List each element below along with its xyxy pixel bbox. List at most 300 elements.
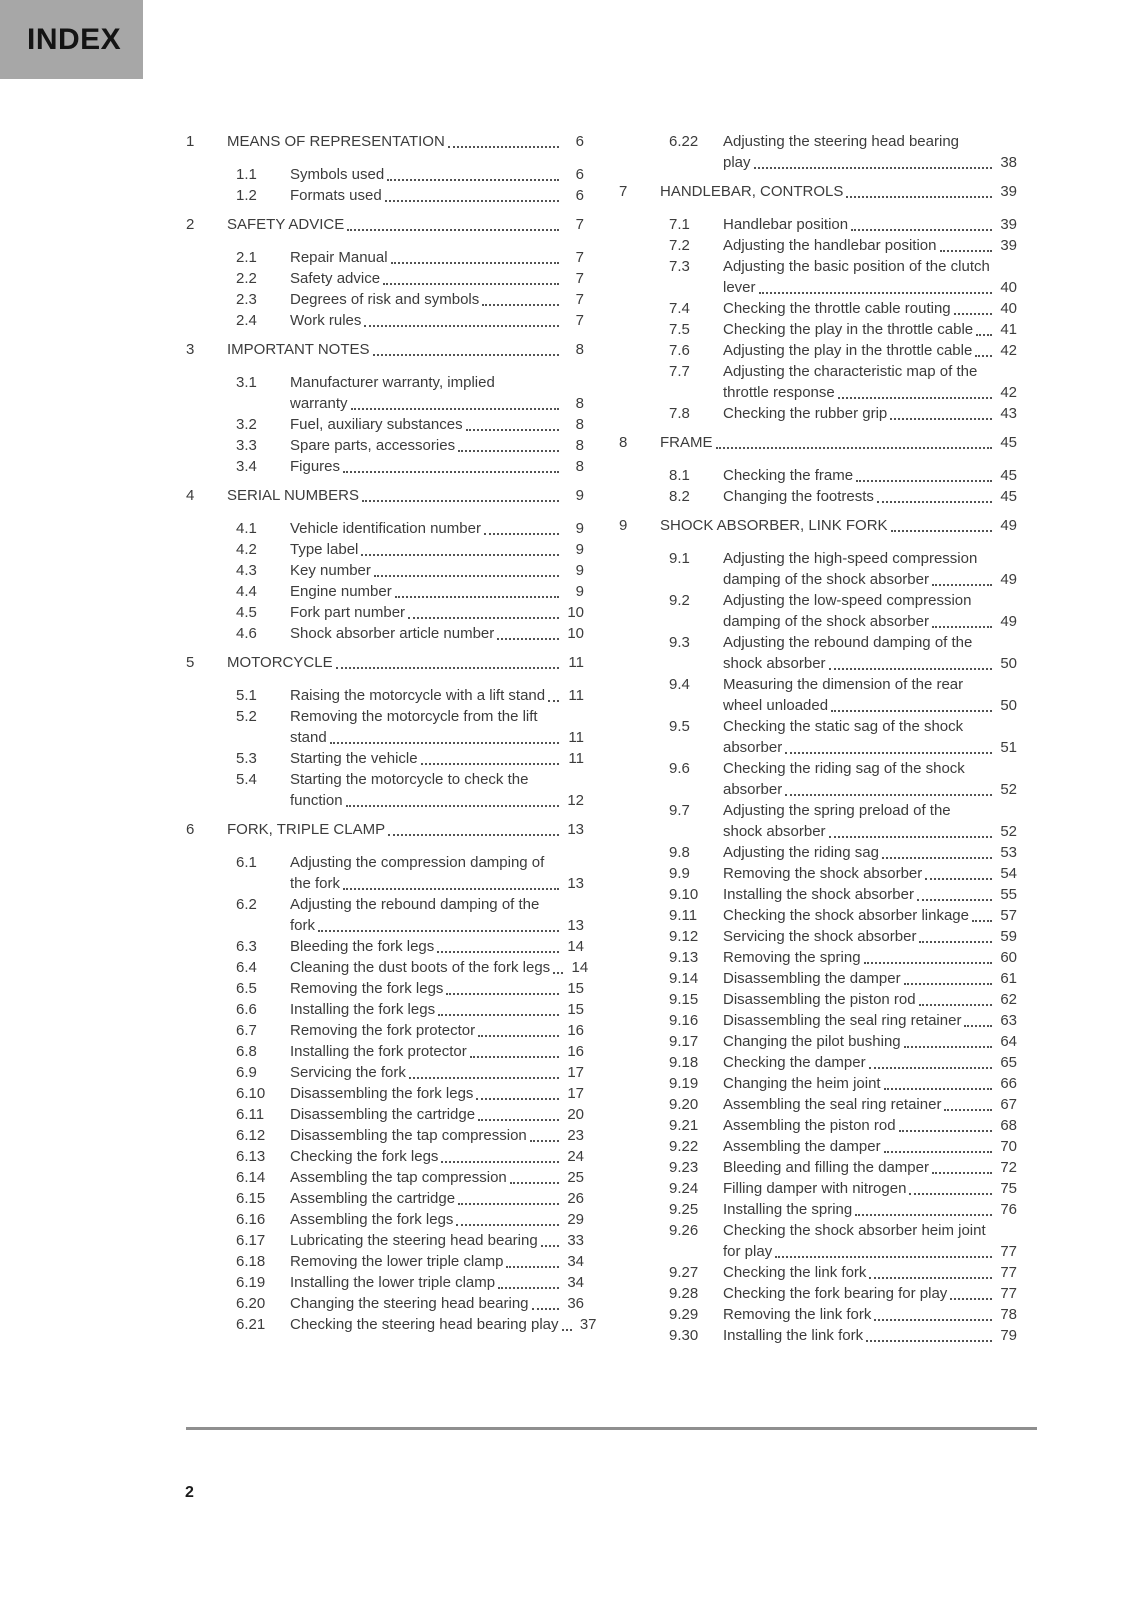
item-page-number: 38 xyxy=(1000,154,1017,171)
item-title-line xyxy=(723,340,1017,361)
item-title-line xyxy=(290,518,584,539)
dot-leader xyxy=(882,842,992,859)
item-title-lines xyxy=(290,602,584,623)
item-number: 9.3 xyxy=(669,634,690,651)
item-title-text: Adjusting the steering head bearing xyxy=(723,133,960,150)
toc-chapter-block xyxy=(619,131,1017,173)
item-title-lines xyxy=(723,361,1017,403)
item-page-number: 77 xyxy=(1000,1243,1017,1260)
item-title-line xyxy=(723,214,1017,235)
item-title-line xyxy=(723,884,1017,905)
dot-leader xyxy=(458,1188,559,1205)
toc-item-row xyxy=(186,1020,584,1041)
toc-item-row xyxy=(186,456,584,477)
item-title-lines xyxy=(723,1031,1017,1052)
item-title-line xyxy=(723,1073,1017,1094)
toc-chapter-block xyxy=(186,819,597,1335)
dot-leader xyxy=(950,1283,992,1300)
chapter-number: 5 xyxy=(186,654,195,671)
item-title-lines xyxy=(290,978,584,999)
dot-leader xyxy=(385,185,559,202)
item-title-line xyxy=(723,382,1017,403)
item-number: 7.3 xyxy=(669,258,690,275)
toc-item-row xyxy=(619,298,1017,319)
item-title-line xyxy=(723,1262,1017,1283)
index-header-box xyxy=(0,0,143,79)
item-title-lines xyxy=(723,716,1017,758)
toc-item-row xyxy=(186,769,584,811)
item-title-lines xyxy=(723,884,1017,905)
toc-item-row xyxy=(186,852,584,894)
toc-chapter-block xyxy=(619,515,1017,1346)
item-title-lines xyxy=(723,1199,1017,1220)
item-number: 9.1 xyxy=(669,550,690,567)
item-title-lines xyxy=(290,372,584,414)
dot-leader xyxy=(343,456,559,473)
item-number: 2.3 xyxy=(236,291,257,308)
item-number: 6.17 xyxy=(236,1232,266,1249)
item-page-number: 14 xyxy=(567,938,584,955)
toc-chapter-block xyxy=(619,432,1017,507)
toc-item-row xyxy=(186,247,584,268)
item-title-text: lever xyxy=(723,279,756,296)
item-title-line xyxy=(290,247,584,268)
item-number: 4.2 xyxy=(236,541,257,558)
toc-item-row xyxy=(619,989,1017,1010)
dot-leader xyxy=(478,1020,559,1037)
item-title-line xyxy=(723,131,1017,152)
item-title-lines xyxy=(723,758,1017,800)
item-number: 1.2 xyxy=(236,187,257,204)
item-number: 6.14 xyxy=(236,1169,266,1186)
toc-chapter-block xyxy=(186,485,584,644)
chapter-page-number: 8 xyxy=(575,341,584,358)
dot-leader xyxy=(829,653,992,670)
item-page-number: 40 xyxy=(1000,279,1017,296)
item-title-line xyxy=(290,1041,584,1062)
item-title-lines xyxy=(290,435,584,456)
dot-leader xyxy=(884,1073,992,1090)
dot-leader xyxy=(909,1178,992,1195)
toc-item-row xyxy=(186,435,584,456)
toc-item-row xyxy=(186,623,584,644)
toc-item-row xyxy=(619,340,1017,361)
toc-item-row xyxy=(186,894,584,936)
item-title-lines xyxy=(723,1325,1017,1346)
dot-leader xyxy=(456,1209,559,1226)
item-title-line xyxy=(290,1209,584,1230)
item-title-line xyxy=(290,1314,597,1335)
item-title-text: Checking the frame xyxy=(723,467,854,484)
item-page-number: 7 xyxy=(575,312,584,329)
item-title-lines xyxy=(290,1062,584,1083)
chapter-title: SHOCK ABSORBER, LINK FORK xyxy=(660,517,888,534)
item-number: 9.19 xyxy=(669,1075,699,1092)
item-page-number: 29 xyxy=(567,1211,584,1228)
item-title-text: Checking the static sag of the shock xyxy=(723,718,964,735)
dot-leader xyxy=(318,915,559,932)
item-number: 6.8 xyxy=(236,1043,257,1060)
item-title-line xyxy=(723,737,1017,758)
item-title-line xyxy=(290,185,584,206)
item-page-number: 20 xyxy=(567,1106,584,1123)
dot-leader xyxy=(530,1125,559,1142)
dot-leader xyxy=(351,393,559,410)
item-title-line xyxy=(290,623,584,644)
dot-leader xyxy=(932,1157,992,1174)
item-title-line xyxy=(290,936,584,957)
item-title-text: shock absorber xyxy=(723,823,826,840)
item-title-text: Fuel, auxiliary substances xyxy=(290,416,463,433)
toc-chapter-row xyxy=(186,819,584,840)
item-title-line xyxy=(290,581,584,602)
item-page-number: 78 xyxy=(1000,1306,1017,1323)
item-title-text: damping of the shock absorber xyxy=(723,613,929,630)
toc-chapter-row xyxy=(186,131,584,152)
item-title-line xyxy=(290,1125,584,1146)
item-number: 7.2 xyxy=(669,237,690,254)
item-title-line xyxy=(723,1157,1017,1178)
item-title-text: Work rules xyxy=(290,312,362,329)
dot-leader xyxy=(972,905,992,922)
item-title-text: Checking the play in the throttle cable xyxy=(723,321,974,338)
dot-leader xyxy=(851,214,992,231)
dot-leader xyxy=(904,968,992,985)
item-page-number: 67 xyxy=(1000,1096,1017,1113)
item-title-line xyxy=(290,1020,584,1041)
item-title-line xyxy=(723,319,1017,340)
item-page-number: 72 xyxy=(1000,1159,1017,1176)
chapter-page-number: 6 xyxy=(575,133,584,150)
item-number: 5.2 xyxy=(236,708,257,725)
item-title-line xyxy=(723,758,1017,779)
toc-item-row xyxy=(619,1052,1017,1073)
chapter-number: 1 xyxy=(186,133,195,150)
dot-leader xyxy=(391,247,559,264)
item-title-text: Adjusting the characteristic map of the xyxy=(723,363,978,380)
item-page-number: 13 xyxy=(567,917,584,934)
item-title-line xyxy=(723,716,1017,737)
item-page-number: 14 xyxy=(571,959,589,976)
item-page-number: 25 xyxy=(567,1169,584,1186)
item-title-line xyxy=(723,569,1017,590)
toc-item-row xyxy=(619,1136,1017,1157)
item-title-lines xyxy=(290,1041,584,1062)
toc-item-row xyxy=(619,361,1017,403)
item-title-lines xyxy=(723,800,1017,842)
item-title-lines xyxy=(723,319,1017,340)
toc-item-row xyxy=(186,539,584,560)
dot-leader xyxy=(548,685,559,702)
item-title-text: Checking the rubber grip xyxy=(723,405,888,422)
item-page-number: 39 xyxy=(1000,237,1017,254)
item-title-lines xyxy=(290,1146,584,1167)
dot-leader xyxy=(944,1094,992,1111)
item-page-number: 52 xyxy=(1000,781,1017,798)
toc-item-row xyxy=(186,414,584,435)
item-number: 7.1 xyxy=(669,216,690,233)
item-title-text: Filling damper with nitrogen xyxy=(723,1180,907,1197)
item-title-text: Bleeding the fork legs xyxy=(290,938,435,955)
item-page-number: 61 xyxy=(1000,970,1017,987)
item-title-lines xyxy=(723,842,1017,863)
item-title-lines xyxy=(290,1209,584,1230)
item-title-line xyxy=(723,1052,1017,1073)
item-title-text: Starting the motorcycle to check the xyxy=(290,771,529,788)
toc-item-row xyxy=(619,1283,1017,1304)
item-page-number: 15 xyxy=(567,980,584,997)
item-title-line xyxy=(290,748,584,769)
item-title-lines xyxy=(723,590,1017,632)
item-number: 9.9 xyxy=(669,865,690,882)
toc-item-row xyxy=(619,1178,1017,1199)
dot-leader xyxy=(374,560,559,577)
dot-leader xyxy=(421,748,559,765)
item-title-text: Changing the pilot bushing xyxy=(723,1033,901,1050)
toc-chapter-block xyxy=(186,214,584,331)
item-title-line xyxy=(290,706,584,727)
chapter-number: 7 xyxy=(619,183,628,200)
item-title-line xyxy=(723,863,1017,884)
item-number: 9.11 xyxy=(669,907,698,924)
item-title-line xyxy=(290,164,584,185)
item-number: 6.1 xyxy=(236,854,257,871)
dot-leader xyxy=(899,1115,992,1132)
item-title-lines xyxy=(290,289,584,310)
item-number: 7.6 xyxy=(669,342,690,359)
item-title-lines xyxy=(290,957,589,978)
item-title-text: Type label xyxy=(290,541,359,558)
item-title-line xyxy=(723,361,1017,382)
item-number: 4.3 xyxy=(236,562,257,579)
item-title-text: Changing the heim joint xyxy=(723,1075,881,1092)
item-number: 9.18 xyxy=(669,1054,699,1071)
item-title-text: Removing the motorcycle from the lift xyxy=(290,708,538,725)
item-title-lines xyxy=(723,131,1017,173)
item-title-text: throttle response xyxy=(723,384,835,401)
item-title-lines xyxy=(290,268,584,289)
toc-item-row xyxy=(619,884,1017,905)
toc-item-row xyxy=(619,590,1017,632)
item-title-line xyxy=(290,539,584,560)
dot-leader xyxy=(954,298,992,315)
dot-leader xyxy=(448,131,559,148)
item-number: 6.15 xyxy=(236,1190,266,1207)
toc-item-row xyxy=(619,926,1017,947)
toc-chapter-row xyxy=(186,214,584,235)
item-title-text: Adjusting the rebound damping of the xyxy=(290,896,540,913)
item-number: 6.4 xyxy=(236,959,257,976)
dot-leader xyxy=(437,936,559,953)
item-number: 3.3 xyxy=(236,437,257,454)
toc-item-row xyxy=(186,268,584,289)
item-title-lines xyxy=(290,623,584,644)
item-page-number: 77 xyxy=(1000,1285,1017,1302)
toc-item-row xyxy=(619,235,1017,256)
item-title-lines xyxy=(723,674,1017,716)
item-title-lines xyxy=(723,863,1017,884)
item-number: 9.5 xyxy=(669,718,690,735)
toc-item-row xyxy=(619,465,1017,486)
item-title-lines xyxy=(290,999,584,1020)
toc-item-row xyxy=(619,674,1017,716)
chapter-title: FORK, TRIPLE CLAMP xyxy=(227,821,386,838)
toc-item-row xyxy=(186,936,584,957)
dot-leader xyxy=(838,382,992,399)
dot-leader xyxy=(446,978,559,995)
toc-item-row xyxy=(186,999,584,1020)
item-title-lines xyxy=(290,1230,584,1251)
item-title-lines xyxy=(290,1083,584,1104)
item-title-lines xyxy=(290,685,584,706)
item-title-text: Changing the footrests xyxy=(723,488,874,505)
item-title-lines xyxy=(723,465,1017,486)
item-number: 3.2 xyxy=(236,416,257,433)
item-title-lines xyxy=(290,560,584,581)
item-title-text: Assembling the seal ring retainer xyxy=(723,1096,942,1113)
item-number: 3.4 xyxy=(236,458,257,475)
toc-chapter-block xyxy=(186,652,584,811)
item-number: 4.1 xyxy=(236,520,257,537)
item-title-line xyxy=(723,1115,1017,1136)
toc-item-row xyxy=(186,1167,584,1188)
item-number: 6.2 xyxy=(236,896,257,913)
toc-item-row xyxy=(186,957,589,978)
toc-item-row xyxy=(619,947,1017,968)
item-title-text: Raising the motorcycle with a lift stand xyxy=(290,687,546,704)
item-title-line xyxy=(723,590,1017,611)
item-title-text: Checking the riding sag of the shock xyxy=(723,760,965,777)
item-page-number: 41 xyxy=(1000,321,1017,338)
item-title-line xyxy=(723,465,1017,486)
item-title-lines xyxy=(723,235,1017,256)
item-title-text: warranty xyxy=(290,395,348,412)
item-title-lines xyxy=(723,926,1017,947)
item-title-text: Formats used xyxy=(290,187,382,204)
item-title-line xyxy=(290,435,584,456)
toc-item-row xyxy=(186,1041,584,1062)
item-title-line xyxy=(290,602,584,623)
toc-item-row xyxy=(619,1010,1017,1031)
item-title-lines xyxy=(290,769,584,811)
item-title-text: Checking the link fork xyxy=(723,1264,867,1281)
item-number: 6.3 xyxy=(236,938,257,955)
chapter-number: 3 xyxy=(186,341,195,358)
item-title-lines xyxy=(290,748,584,769)
item-title-text: Checking the shock absorber heim joint xyxy=(723,1222,986,1239)
item-title-text: Engine number xyxy=(290,583,392,600)
item-number: 9.10 xyxy=(669,886,699,903)
item-title-text: Installing the shock absorber xyxy=(723,886,914,903)
item-title-lines xyxy=(290,1104,584,1125)
item-title-line xyxy=(723,1325,1017,1346)
item-title-line xyxy=(290,769,584,790)
toc-item-row xyxy=(619,1304,1017,1325)
dot-leader xyxy=(759,277,992,294)
item-page-number: 79 xyxy=(1000,1327,1017,1344)
item-page-number: 76 xyxy=(1000,1201,1017,1218)
dot-leader xyxy=(330,727,559,744)
item-number: 9.8 xyxy=(669,844,690,861)
item-number: 9.15 xyxy=(669,991,699,1008)
item-title-text: Removing the fork legs xyxy=(290,980,444,997)
dot-leader xyxy=(383,268,559,285)
dot-leader xyxy=(891,515,992,532)
item-title-lines xyxy=(723,1010,1017,1031)
toc-item-row xyxy=(186,978,584,999)
item-title-lines xyxy=(723,1283,1017,1304)
dot-leader xyxy=(506,1251,559,1268)
item-page-number: 16 xyxy=(567,1043,584,1060)
footer-page-number: 2 xyxy=(185,1484,194,1501)
chapter-page-number: 7 xyxy=(575,216,584,233)
item-page-number: 10 xyxy=(567,604,584,621)
item-number: 9.30 xyxy=(669,1327,699,1344)
toc-item-row xyxy=(186,602,584,623)
item-title-line xyxy=(723,1178,1017,1199)
item-page-number: 39 xyxy=(1000,216,1017,233)
item-title-text: Adjusting the compression damping of xyxy=(290,854,545,871)
item-title-line xyxy=(290,1272,584,1293)
chapter-page-number: 45 xyxy=(1000,434,1017,451)
dot-leader xyxy=(553,957,563,974)
item-number: 6.9 xyxy=(236,1064,257,1081)
item-number: 9.24 xyxy=(669,1180,699,1197)
toc-chapter-block xyxy=(186,339,584,477)
item-title-text: for play xyxy=(723,1243,773,1260)
toc-item-row xyxy=(619,403,1017,424)
dot-leader xyxy=(964,1010,992,1027)
item-title-lines xyxy=(723,947,1017,968)
item-title-line xyxy=(290,685,584,706)
dot-leader xyxy=(856,465,992,482)
toc-item-row xyxy=(619,1325,1017,1346)
dot-leader xyxy=(831,695,992,712)
item-title-line xyxy=(723,486,1017,507)
item-title-text: Vehicle identification number xyxy=(290,520,481,537)
item-title-line xyxy=(290,1188,584,1209)
item-title-text: Checking the shock absorber linkage xyxy=(723,907,969,924)
item-title-line xyxy=(723,1199,1017,1220)
item-number: 6.11 xyxy=(236,1106,265,1123)
item-page-number: 9 xyxy=(575,562,584,579)
item-page-number: 55 xyxy=(1000,886,1017,903)
toc-item-row xyxy=(186,1314,597,1335)
item-title-lines xyxy=(723,632,1017,674)
item-page-number: 8 xyxy=(575,395,584,412)
dot-leader xyxy=(904,1031,992,1048)
item-number: 6.18 xyxy=(236,1253,266,1270)
item-title-lines xyxy=(290,518,584,539)
item-title-text: Assembling the fork legs xyxy=(290,1211,454,1228)
dot-leader xyxy=(562,1314,572,1331)
toc-item-row xyxy=(619,131,1017,173)
item-title-line xyxy=(290,1167,584,1188)
toc-item-row xyxy=(619,1031,1017,1052)
item-title-lines xyxy=(723,1262,1017,1283)
item-title-text: Disassembling the cartridge xyxy=(290,1106,476,1123)
dot-leader xyxy=(498,1272,559,1289)
item-title-text: Adjusting the play in the throttle cable xyxy=(723,342,973,359)
toc-item-row xyxy=(186,1209,584,1230)
item-number: 9.22 xyxy=(669,1138,699,1155)
item-number: 6.16 xyxy=(236,1211,266,1228)
toc-item-row xyxy=(619,319,1017,340)
item-number: 5.4 xyxy=(236,771,257,788)
item-title-text: Cleaning the dust boots of the fork legs xyxy=(290,959,551,976)
dot-leader xyxy=(441,1146,559,1163)
item-title-text: absorber xyxy=(723,781,783,798)
